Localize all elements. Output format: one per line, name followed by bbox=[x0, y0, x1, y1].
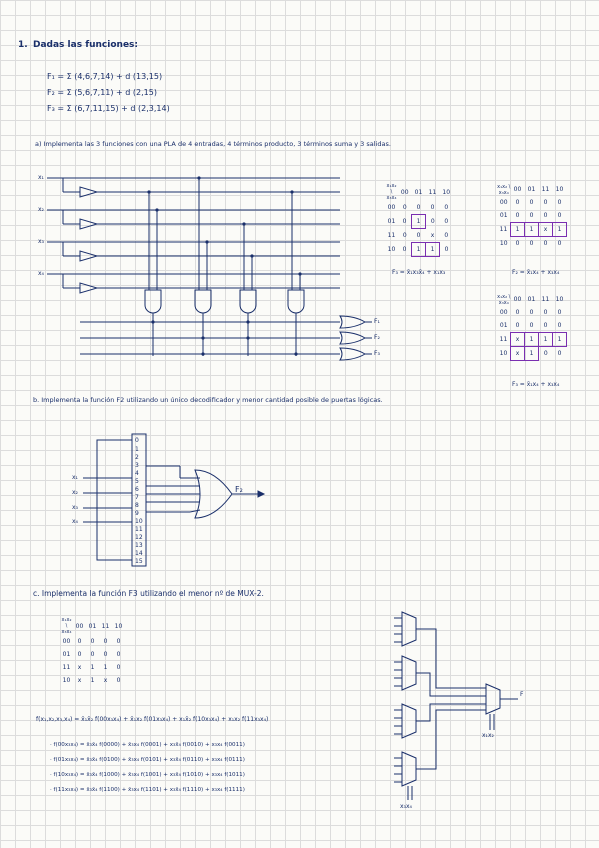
dec-out: 7 bbox=[135, 494, 139, 501]
pla-output-f3: F₃ bbox=[374, 350, 380, 357]
dec-out: 1 bbox=[135, 446, 139, 453]
kmap-f3-bottom: x₁x₂ \ x₃x₄ 00 01 11 10 00 0 0 0 0 01 0 0 0 0 11 x 1 1 1 10 x 1 0 0 bbox=[497, 293, 567, 361]
section-number: 1. bbox=[18, 40, 28, 50]
part-c-text: c. Implementa la función F3 utilizando el menor nº de MUX-2. bbox=[33, 589, 264, 598]
function-f2: F₂ = Σ (5,6,7,11) + d (2,15) bbox=[47, 88, 157, 97]
decoder-output-label: F₂ bbox=[235, 485, 243, 494]
dec-out: 4 bbox=[135, 470, 139, 477]
dec-out: 11 bbox=[135, 526, 143, 533]
pla-input-x3: x₃ bbox=[38, 238, 44, 245]
dec-out: 6 bbox=[135, 486, 139, 493]
expansion-line: · f(10x₃x₄) = x̄₃x̄₄ f(1000) + x̄₃x₄ f(1001) + x₃x̄₄ f(1010) + x₃x₄ f(1011) bbox=[50, 772, 245, 778]
dec-out: 2 bbox=[135, 454, 139, 461]
dec-out: 5 bbox=[135, 478, 139, 485]
mux-sel-x1x2: x₁x₂ bbox=[482, 732, 494, 739]
kmap-part-c: x₁x₂ \ x₃x₄ 00 01 11 10 00 0 0 0 0 01 0 0 0 0 11 x 1 1 0 10 x 1 x 0 bbox=[61, 617, 123, 684]
dec-in-x1: x₁ bbox=[72, 474, 78, 481]
pla-input-x1: x₁ bbox=[38, 174, 44, 181]
dec-out: 15 bbox=[135, 558, 143, 565]
pla-input-x2: x₂ bbox=[38, 206, 44, 213]
dec-out: 10 bbox=[135, 518, 143, 525]
dec-out: 3 bbox=[135, 462, 139, 469]
decoder-outputs bbox=[135, 436, 145, 566]
dec-in-x4: x₄ bbox=[72, 518, 78, 525]
function-f1: F₁ = Σ (4,6,7,14) + d (13,15) bbox=[47, 72, 163, 81]
mux-diagram bbox=[394, 612, 518, 800]
dec-out: 8 bbox=[135, 502, 139, 509]
expansion-main: f(x₁,x₂,x₃,x₄) = x̄₁x̄₂ f(00x₃x₄) + x̄₁x₂ f(01x₃x₄) + x₁x̄₂ f(10x₃x₄) + x₁x₂ f(11x₃x₄) bbox=[36, 716, 269, 723]
kmap-f3b-formula: F₃ = x̄₁x₄ + x₃x₄ bbox=[512, 381, 560, 388]
expansion-line: · f(00x₃x₄) = x̄₃x̄₄ f(0000) + x̄₃x₄ f(0001) + x₃x̄₄ f(0010) + x₃x₄ f(0011) bbox=[50, 742, 245, 748]
pla-output-f1: F₁ bbox=[374, 318, 380, 325]
dec-in-x2: x₂ bbox=[72, 489, 78, 496]
mux-output-label: F bbox=[520, 691, 524, 698]
decoder-diagram bbox=[83, 434, 264, 566]
dec-out: 9 bbox=[135, 510, 139, 517]
mux-sel-x3x4: x₃x₄ bbox=[400, 803, 412, 810]
expansion-line: · f(11x₃x₄) = x̄₃x̄₄ f(1100) + x̄₃x₄ f(1101) + x₃x̄₄ f(1110) + x₃x₄ f(1111) bbox=[50, 787, 245, 793]
kmap-f2: x₁x₂ \ x₃x₄ 00 01 11 10 00 0 0 0 0 01 0 0 0 0 11 1 1 x 1 10 0 0 0 0 bbox=[497, 183, 567, 250]
section-title: Dadas las funciones: bbox=[33, 40, 138, 50]
dec-out: 0 bbox=[135, 437, 139, 444]
dec-out: 13 bbox=[135, 542, 143, 549]
pla-output-f2: F₂ bbox=[374, 334, 380, 341]
dec-in-x3: x₃ bbox=[72, 504, 78, 511]
kmap-f3-top: x₁x₂ \ x₃x₄ 00 01 11 10 00 0 0 0 0 01 0 1 0 0 11 0 0 x 0 10 0 1 1 0 bbox=[385, 183, 453, 257]
expansion-line: · f(01x₃x₄) = x̄₃x̄₄ f(0100) + x̄₃x₄ f(0101) + x₃x̄₄ f(0110) + x₃x₄ f(0111) bbox=[50, 757, 245, 763]
dec-out: 14 bbox=[135, 550, 143, 557]
kmap-f2-formula: F₂ = x̄₁x₄ + x₃x₄ bbox=[512, 269, 560, 276]
function-f3: F₃ = Σ (6,7,11,15) + d (2,3,14) bbox=[47, 104, 170, 113]
pla-input-x4: x₄ bbox=[38, 270, 44, 277]
part-a-text: a) Implementa las 3 funciones con una PLA de 4 entradas, 4 términos producto, 3 términos suma y 3 salidas. bbox=[35, 140, 391, 148]
kmap-f3-formula: F₃ = x̄₁x₃x̄₄ + x₁x₃ bbox=[392, 269, 446, 276]
dec-out: 12 bbox=[135, 534, 143, 541]
part-b-text: b. Implementa la función F2 utilizando un único decodificador y menor cantidad posible de puertas lógicas. bbox=[33, 396, 383, 404]
